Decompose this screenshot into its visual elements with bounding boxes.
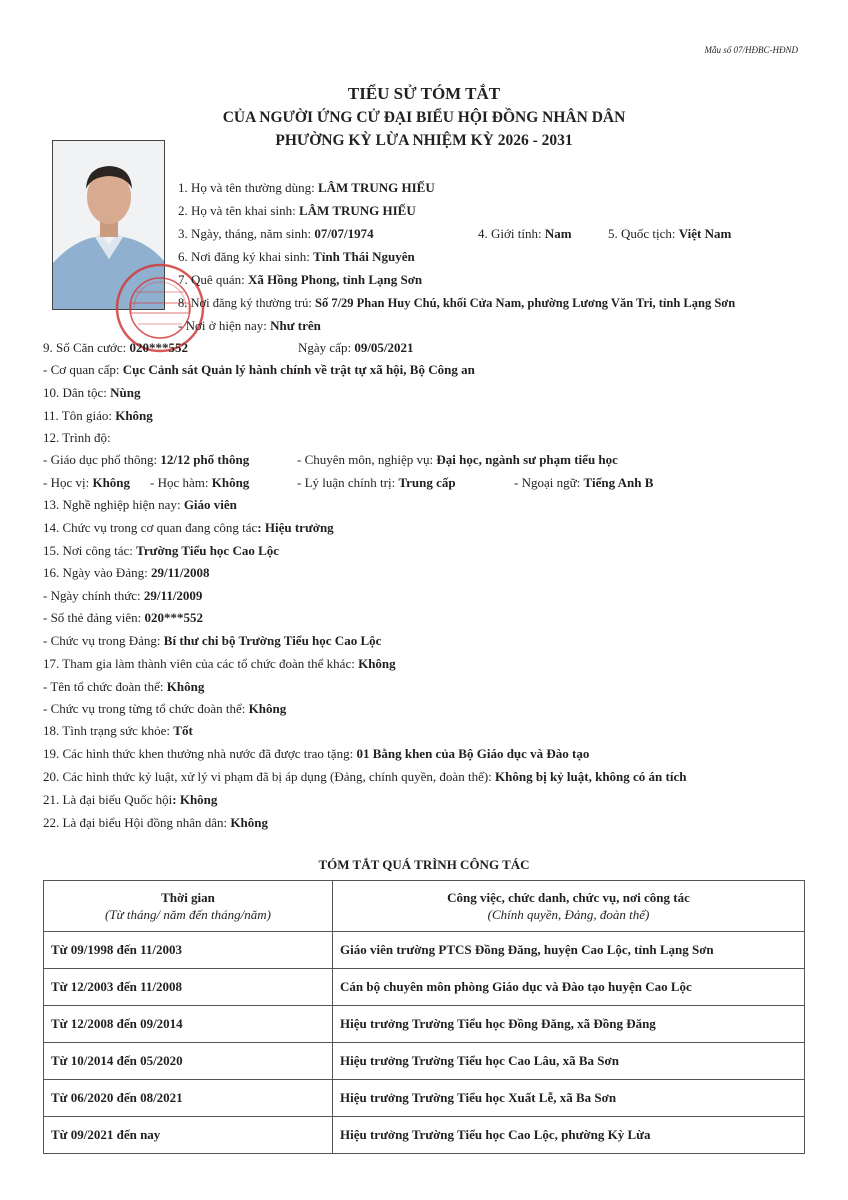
field-value: Trung cấp bbox=[398, 475, 456, 490]
field-value: Xã Hồng Phong, tỉnh Lạng Sơn bbox=[248, 272, 423, 287]
field-label: 1. Họ và tên thường dùng: bbox=[178, 180, 318, 195]
field-birth-name bbox=[178, 203, 416, 219]
field-political-theory bbox=[297, 475, 456, 491]
field-academic-rank bbox=[150, 475, 249, 491]
field-value: Tỉnh Thái Nguyên bbox=[313, 249, 415, 264]
field-label: 11. Tôn giáo: bbox=[43, 408, 116, 423]
field-awards bbox=[43, 746, 589, 762]
field-value: Không bbox=[115, 408, 153, 423]
field-label: 22. Là đại biểu Hội đồng nhân dân: bbox=[43, 815, 231, 830]
field-general-education bbox=[43, 452, 249, 468]
field-value: Việt Nam bbox=[678, 226, 732, 241]
work-history-title: TÓM TẮT QUÁ TRÌNH CÔNG TÁC bbox=[318, 857, 530, 872]
table-row bbox=[44, 1117, 805, 1154]
field-label: - Chức vụ trong Đảng: bbox=[43, 633, 164, 648]
column-header-label: Thời gian bbox=[161, 890, 215, 905]
period-cell: Từ 12/2008 đến 09/2014 bbox=[44, 1006, 333, 1043]
field-value: 12/12 phổ thông bbox=[160, 452, 250, 467]
field-common-name bbox=[178, 180, 435, 196]
column-header-note: (Từ tháng/ năm đến tháng/năm) bbox=[105, 907, 271, 922]
field-value: Không bbox=[92, 475, 131, 490]
period-cell: Từ 06/2020 đến 08/2021 bbox=[44, 1080, 333, 1117]
field-label: - Chuyên môn, nghiệp vụ: bbox=[297, 452, 437, 467]
field-id-number bbox=[43, 340, 188, 356]
field-birth-registration bbox=[178, 249, 415, 265]
field-specialization bbox=[297, 452, 618, 468]
field-label: 19. Các hình thức khen thưởng nhà nước đã được trao tặng: bbox=[43, 746, 357, 761]
job-cell: Hiệu trưởng Trường Tiểu học Xuất Lễ, xã Ba Sơn bbox=[333, 1080, 805, 1117]
table-header-row bbox=[44, 881, 805, 932]
field-organization-name bbox=[43, 679, 204, 695]
field-value: Bí thư chi bộ Trường Tiểu học Cao Lộc bbox=[163, 633, 382, 648]
form-code: Mẫu số 07/HĐBC-HĐND bbox=[704, 45, 798, 55]
field-value: LÂM TRUNG HIẾU bbox=[298, 203, 416, 218]
field-label: 17. Tham gia làm thành viên của các tổ chức đoàn thể khác: bbox=[43, 656, 359, 671]
field-label: - Số thẻ đảng viên: bbox=[43, 610, 145, 625]
field-value: Không bị kỷ luật, không có án tích bbox=[495, 769, 687, 784]
field-value: Không bbox=[358, 656, 396, 671]
field-value: Giáo viên bbox=[183, 497, 237, 512]
table-row bbox=[44, 969, 805, 1006]
field-party-card-number bbox=[43, 610, 203, 626]
field-value: Như trên bbox=[270, 318, 321, 333]
job-cell: Hiệu trưởng Trường Tiểu học Cao Lộc, phường Kỳ Lừa bbox=[333, 1117, 805, 1154]
job-cell: Giáo viên trường PTCS Đồng Đăng, huyện Cao Lộc, tỉnh Lạng Sơn bbox=[333, 932, 805, 969]
field-label: - Học hàm: bbox=[150, 475, 212, 490]
field-label: 4. Giới tính: bbox=[478, 226, 545, 241]
column-header-job bbox=[333, 881, 805, 932]
field-label: - Ngày chính thức: bbox=[43, 588, 144, 603]
column-header-period bbox=[44, 881, 333, 932]
field-value: Không bbox=[230, 815, 268, 830]
field-other-organizations bbox=[43, 656, 396, 672]
field-value: : Hiệu trưởng bbox=[257, 520, 334, 535]
field-foreign-language bbox=[514, 475, 653, 491]
period-cell: Từ 12/2003 đến 11/2008 bbox=[44, 969, 333, 1006]
field-religion bbox=[43, 408, 153, 424]
job-cell: Hiệu trưởng Trường Tiểu học Cao Lâu, xã Ba Sơn bbox=[333, 1043, 805, 1080]
column-header-label: Công việc, chức danh, chức vụ, nơi công tác bbox=[447, 890, 690, 905]
field-value: LÂM TRUNG HIẾU bbox=[317, 180, 435, 195]
period-cell: Từ 09/2021 đến nay bbox=[44, 1117, 333, 1154]
field-value: Nùng bbox=[110, 385, 141, 400]
field-label: 12. Trình độ: bbox=[43, 430, 111, 445]
field-label: 13. Nghề nghiệp hiện nay: bbox=[43, 497, 184, 512]
field-value: Không bbox=[166, 679, 205, 694]
field-label: 21. Là đại biểu Quốc hội bbox=[43, 792, 173, 807]
field-label: 18. Tình trạng sức khỏe: bbox=[43, 723, 174, 738]
field-label: 5. Quốc tịch: bbox=[608, 226, 679, 241]
field-id-issuing-agency bbox=[43, 362, 475, 378]
field-label: - Nơi ở hiện nay: bbox=[178, 318, 271, 333]
document-subtitle: CỦA NGƯỜI ỨNG CỬ ĐẠI BIỂU HỘI ĐỒNG NHÂN DÂN bbox=[222, 109, 626, 126]
field-current-address bbox=[178, 318, 321, 334]
period-cell: Từ 09/1998 đến 11/2003 bbox=[44, 932, 333, 969]
field-value: Tiếng Anh B bbox=[583, 475, 654, 490]
field-organization-position bbox=[43, 701, 286, 717]
field-label: 10. Dân tộc: bbox=[43, 385, 111, 400]
field-label: - Ngoại ngữ: bbox=[514, 475, 584, 490]
field-permanent-address bbox=[178, 295, 735, 311]
field-label: - Học vị: bbox=[43, 475, 93, 490]
field-value: Số 7/29 Phan Huy Chú, khối Cửa Nam, phường Lương Văn Tri, tỉnh Lạng Sơn bbox=[315, 296, 736, 310]
work-history-table bbox=[43, 880, 805, 1154]
field-label: 7. Quê quán: bbox=[178, 272, 249, 287]
field-value: 01 Bằng khen của Bộ Giáo dục và Đào tạo bbox=[356, 746, 590, 761]
field-party-official-date bbox=[43, 588, 202, 604]
field-peoples-council bbox=[43, 815, 268, 831]
job-cell: Cán bộ chuyên môn phòng Giáo dục và Đào tạo huyện Cao Lộc bbox=[333, 969, 805, 1006]
field-label: - Chức vụ trong từng tổ chức đoàn thể: bbox=[43, 701, 249, 716]
field-label: - Giáo dục phổ thông: bbox=[43, 452, 161, 467]
field-value: Đại học, ngành sư phạm tiểu học bbox=[436, 452, 618, 467]
field-value: 09/05/2021 bbox=[354, 340, 414, 355]
period-cell: Từ 10/2014 đến 05/2020 bbox=[44, 1043, 333, 1080]
field-label: 16. Ngày vào Đảng: bbox=[43, 565, 151, 580]
field-academic-degree bbox=[43, 475, 130, 491]
field-value: Tốt bbox=[173, 723, 193, 738]
table-row bbox=[44, 1043, 805, 1080]
field-value: 020***552 bbox=[129, 340, 188, 355]
field-label: 2. Họ và tên khai sinh: bbox=[178, 203, 299, 218]
field-value: 29/11/2009 bbox=[143, 588, 203, 603]
field-gender bbox=[478, 226, 572, 242]
field-party-join-date bbox=[43, 565, 209, 581]
field-value: 29/11/2008 bbox=[150, 565, 210, 580]
field-label: 14. Chức vụ trong cơ quan đang công tác bbox=[43, 520, 258, 535]
field-national-assembly bbox=[43, 792, 217, 808]
field-value: Cục Cảnh sát Quản lý hành chính về trật tự xã hội, Bộ Công an bbox=[122, 362, 475, 377]
document-term: PHƯỜNG KỲ LỪA NHIỆM KỲ 2026 - 2031 bbox=[275, 132, 573, 149]
field-value: Không bbox=[211, 475, 250, 490]
field-discipline bbox=[43, 769, 686, 785]
field-value: Không bbox=[248, 701, 287, 716]
field-health bbox=[43, 723, 193, 739]
document-title: TIỂU SỬ TÓM TẮT bbox=[347, 84, 501, 103]
field-qualification-heading bbox=[43, 430, 111, 446]
field-value: Trường Tiểu học Cao Lộc bbox=[136, 543, 280, 558]
field-label: 6. Nơi đăng ký khai sinh: bbox=[178, 249, 314, 264]
field-party-position bbox=[43, 633, 381, 649]
field-label: 8. Nơi đăng ký thường trú: bbox=[178, 296, 315, 310]
field-hometown bbox=[178, 272, 422, 288]
field-value: 020***552 bbox=[144, 610, 203, 625]
field-workplace bbox=[43, 543, 279, 559]
job-cell: Hiệu trưởng Trường Tiểu học Đồng Đăng, xã Đồng Đăng bbox=[333, 1006, 805, 1043]
field-ethnicity bbox=[43, 385, 141, 401]
field-label: 3. Ngày, tháng, năm sinh: bbox=[178, 226, 315, 241]
field-label: 9. Số Căn cước: bbox=[43, 340, 130, 355]
field-value: : Không bbox=[172, 792, 218, 807]
field-label: - Cơ quan cấp: bbox=[43, 362, 123, 377]
field-id-issue-date bbox=[298, 340, 414, 356]
field-label: 20. Các hình thức kỷ luật, xử lý vi phạm đã bị áp dụng (Đảng, chính quyền, đoàn thể): bbox=[43, 769, 496, 784]
field-birth-date bbox=[178, 226, 374, 242]
field-label: 15. Nơi công tác: bbox=[43, 543, 137, 558]
field-label: Ngày cấp: bbox=[298, 340, 355, 355]
field-label: - Tên tổ chức đoàn thể: bbox=[43, 679, 167, 694]
column-header-note: (Chính quyền, Đảng, đoàn thể) bbox=[487, 907, 650, 922]
table-row bbox=[44, 1080, 805, 1117]
table-row bbox=[44, 932, 805, 969]
field-value: Nam bbox=[544, 226, 572, 241]
field-nationality bbox=[608, 226, 731, 242]
table-row bbox=[44, 1006, 805, 1043]
field-value: 07/07/1974 bbox=[314, 226, 374, 241]
field-position bbox=[43, 520, 334, 536]
field-label: - Lý luận chính trị: bbox=[297, 475, 399, 490]
field-occupation bbox=[43, 497, 237, 513]
